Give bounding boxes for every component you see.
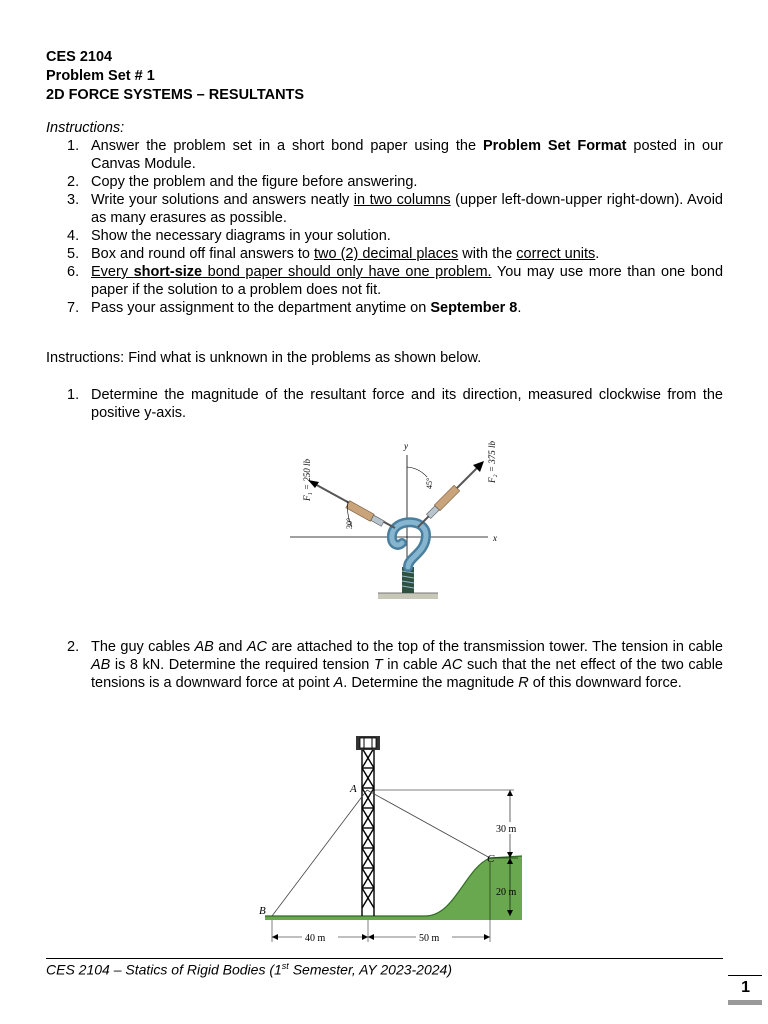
cable-ac [367,790,490,858]
footer-text: CES 2104 – Statics of Rigid Bodies (1st Semester, AY 2023-2024) [46,961,452,978]
problem-2: 2. The guy cables AB and AC are attached to the top of the transmission tower. The tension in cable AB is 8 kN. Determine the required tension T in cable AC such that the net effect of the two cable tensions is a downward force at point A. Determine the magnitude R of this downward force. [67,639,723,691]
problem-1-text: Determine the magnitude of the resultant force and its direction, measured clockwise from the positive y-axis. [91,387,723,421]
dimension-40m: 40 m [305,933,326,944]
instruction-item: 3. Write your solutions and answers neatly in two columns (upper left-down-upper right-down). Avoid as many erasures as possible. [67,192,723,226]
dimension-20m: 20 m [496,887,517,898]
instruction-item: 5. Box and round off final answers to two (2) decimal places with the correct units. [67,246,600,262]
terrain [265,856,522,920]
instruction-item: 2. Copy the problem and the figure before answering. [67,174,418,190]
document-header [46,48,304,105]
topic-title: 2D FORCE SYSTEMS – RESULTANTS [46,87,305,103]
point-b-label: B [259,905,266,917]
x-axis-label: x [493,533,497,543]
force-f1-label: F₁ = 250 lb [302,459,312,501]
dimension-50m: 50 m [419,933,440,944]
dimension-30m: 30 m [496,824,517,835]
page-number: 1 [741,979,750,996]
problem-1-figure [290,425,500,610]
angle-30-label: 30° [345,517,354,529]
instruction-item: 7. Pass your assignment to the department anytime on September 8. [67,300,522,316]
transmission-tower [362,748,374,916]
y-axis-label: y [404,441,408,451]
cable-ab [272,790,367,916]
instructions-title: Instructions: [46,120,125,136]
angle-45-label: 45° [425,477,434,489]
instruction-item: 1. Answer the problem set in a short bond paper using the Problem Set Format posted in our Canvas Module. [67,138,723,172]
point-c-label: C [487,853,495,865]
course-code: CES 2104 [46,49,113,65]
find-instructions: Instructions: Find what is unknown in the problems as shown below. [46,350,482,366]
footer-divider [46,958,723,959]
instructions-list [46,137,723,317]
problem-2-figure [250,728,530,948]
page-number-box [728,975,762,1005]
instruction-item: 4. Show the necessary diagrams in your solution. [67,228,391,244]
problem-1: 1. Determine the magnitude of the resultant force and its direction, measured clockwise from the positive y-axis. [67,387,723,421]
problem-set-title: Problem Set # 1 [46,68,155,84]
point-a-label: A [350,783,357,795]
force-f2-label: F₂ = 375 lb [487,441,497,483]
instruction-item: 6. Every short-size bond paper should only have one problem. You may use more than one bond paper if the solution to a problem does not fit. [67,264,724,298]
ground [378,593,438,599]
